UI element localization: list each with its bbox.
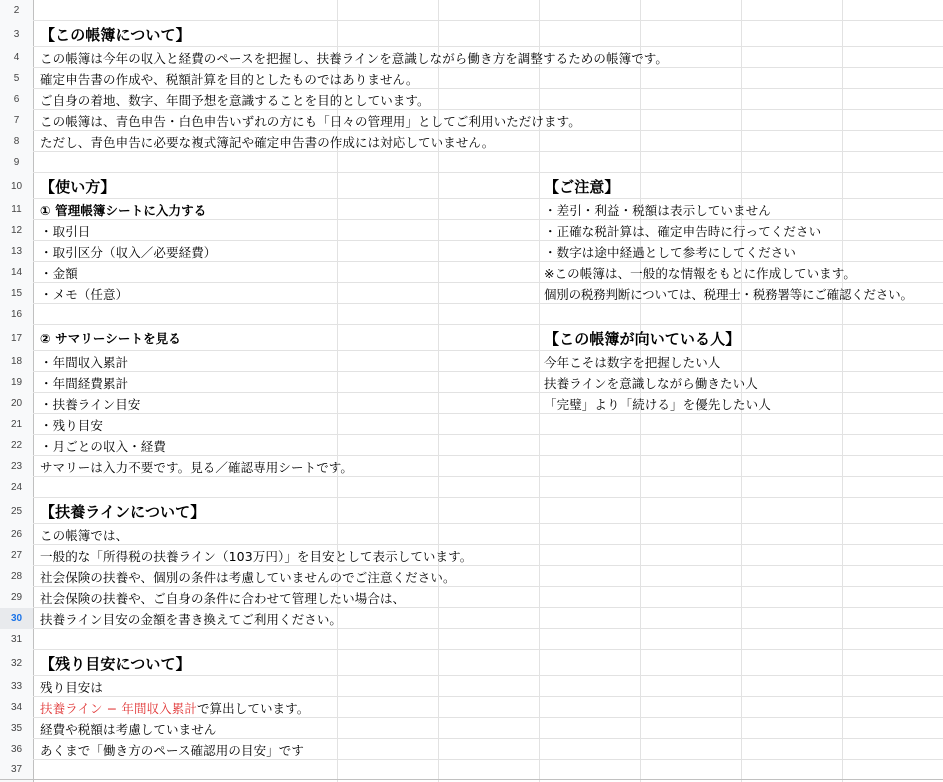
cell-text[interactable]: 社会保険の扶養や、ご自身の条件に合わせて管理したい場合は、 (40, 590, 406, 606)
row-number[interactable]: 37 (10, 764, 23, 775)
sheet-row[interactable] (0, 477, 943, 498)
cell-text[interactable]: 「完璧」より「続ける」を優先したい人 (544, 396, 771, 412)
cell-text[interactable]: ・メモ（任意） (40, 286, 129, 302)
cell-text[interactable]: 今年こそは数字を把握したい人 (544, 354, 721, 370)
step-heading[interactable]: ① 管理帳簿シートに入力する (40, 202, 207, 218)
sheet-row[interactable] (0, 718, 943, 739)
row-number[interactable]: 19 (10, 377, 23, 388)
sheet-row[interactable] (0, 0, 943, 21)
sheet-row[interactable] (0, 304, 943, 325)
sheet-row[interactable] (0, 676, 943, 697)
cell-text[interactable]: 扶養ラインを意識しながら働きたい人 (544, 375, 758, 391)
sheet-row[interactable] (0, 241, 943, 262)
cell-text[interactable]: 残り目安は (40, 679, 104, 695)
sheet-row[interactable] (0, 650, 943, 676)
sheet-row[interactable] (0, 283, 943, 304)
row-number[interactable]: 9 (13, 157, 20, 168)
sheet-row[interactable] (0, 21, 943, 47)
cell-text[interactable]: 扶養ライン目安の金額を書き換えてご利用ください。 (40, 611, 343, 627)
cell-text[interactable]: ・金額 (40, 265, 78, 281)
cell-text[interactable]: 確定申告書の作成や、税額計算を目的としたものではありません。 (40, 71, 419, 87)
row-number[interactable]: 36 (10, 744, 23, 755)
cell-text[interactable]: 経費や税額は考慮していません (40, 721, 217, 737)
cell-text[interactable]: ・取引区分（収入／必要経費） (40, 244, 217, 260)
sheet-row[interactable] (0, 372, 943, 393)
sheet-row[interactable] (0, 89, 943, 110)
step-heading[interactable]: ② サマリーシートを見る (40, 331, 181, 346)
sheet-row[interactable] (0, 456, 943, 477)
cell-text[interactable]: サマリーは入力不要です。見る／確認専用シートです。 (40, 459, 354, 475)
sheet-row[interactable] (0, 110, 943, 131)
cell-text[interactable]: ・年間収入累計 (40, 354, 129, 370)
row-number[interactable]: 18 (10, 356, 23, 367)
section-title-caution[interactable]: 【ご注意】 (544, 177, 620, 196)
row-number[interactable]: 23 (10, 461, 23, 472)
row-number[interactable]: 25 (10, 505, 23, 517)
sheet-row[interactable] (0, 131, 943, 152)
formula-highlight: 扶養ライン − 年間収入累計 (40, 700, 197, 716)
sheet-row[interactable] (0, 47, 943, 68)
sheet-row[interactable] (0, 629, 943, 650)
cell-text[interactable]: ・取引日 (40, 223, 91, 239)
row-number[interactable]: 21 (10, 419, 23, 430)
sheet-row[interactable] (0, 325, 943, 351)
cell-text[interactable]: ただし、青色申告に必要な複式簿記や確定申告書の作成には対応していません。 (40, 134, 495, 150)
sheet-row[interactable] (0, 435, 943, 456)
sheet-row[interactable] (0, 498, 943, 524)
row-number[interactable]: 31 (10, 634, 23, 645)
sheet-row[interactable] (0, 262, 943, 283)
cell-text[interactable]: ・差引・利益・税額は表示していません (544, 202, 771, 218)
cell-text[interactable]: ・年間経費累計 (40, 375, 129, 391)
formula-suffix: で算出しています。 (196, 700, 310, 716)
cell-text[interactable]: 個別の税務判断については、税理士・税務署等にご確認ください。 (544, 286, 913, 302)
row-number[interactable]: 4 (13, 52, 20, 63)
sheet-bottom-border (0, 779, 943, 780)
row-number[interactable]: 7 (13, 115, 20, 126)
row-number[interactable]: 16 (10, 309, 23, 320)
row-number[interactable]: 17 (10, 332, 23, 344)
sheet-row[interactable] (0, 739, 943, 760)
row-number[interactable]: 6 (13, 94, 20, 105)
cell-text[interactable]: ※この帳簿は、一般的な情報をもとに作成しています。 (544, 265, 856, 281)
cell-text[interactable]: この帳簿は今年の収入と経費のペースを把握し、扶養ラインを意識しながら働き方を調整するための帳簿です。 (40, 50, 669, 66)
sheet-row-active[interactable] (0, 608, 943, 629)
section-title-suited[interactable]: 【この帳簿が向いている人】 (544, 329, 741, 348)
row-number[interactable]: 32 (10, 657, 23, 669)
sheet-row[interactable] (0, 760, 943, 779)
cell-text[interactable]: この帳簿は、青色申告・白色申告いずれの方にも「日々の管理用」としてご利用いただけます。 (40, 113, 581, 129)
sheet-row[interactable] (0, 220, 943, 241)
formula-cell[interactable] (40, 697, 309, 718)
sheet-row[interactable] (0, 587, 943, 608)
cell-text[interactable]: ご自身の着地、数字、年間予想を意識することを目的としています。 (40, 92, 430, 108)
row-number[interactable]: 8 (13, 136, 20, 147)
row-number[interactable]: 14 (10, 267, 23, 278)
sheet-row[interactable] (0, 524, 943, 545)
row-number[interactable]: 11 (11, 204, 22, 215)
sheet-row[interactable] (0, 199, 943, 220)
sheet-row[interactable] (0, 351, 943, 372)
sheet-row[interactable] (0, 68, 943, 89)
row-number[interactable]: 10 (10, 180, 23, 192)
section-title-about[interactable]: 【この帳簿について】 (40, 25, 191, 44)
row-number-active[interactable]: 30 (0, 608, 33, 629)
cell-text[interactable]: 社会保険の扶養や、個別の条件は考慮していませんのでご注意ください。 (40, 569, 456, 585)
row-number[interactable]: 3 (13, 28, 20, 40)
cell-text[interactable]: ・扶養ライン目安 (40, 396, 141, 412)
sheet-row[interactable] (0, 566, 943, 587)
section-title-fuyou[interactable]: 【扶養ラインについて】 (40, 502, 206, 521)
row-number[interactable]: 5 (13, 73, 20, 84)
sheet-row[interactable] (0, 173, 943, 199)
section-title-remain[interactable]: 【残り目安について】 (40, 654, 191, 673)
row-number[interactable]: 28 (10, 571, 23, 582)
row-number[interactable]: 22 (10, 440, 23, 451)
row-number[interactable]: 24 (10, 482, 23, 493)
row-number[interactable]: 2 (13, 5, 20, 16)
cell-text[interactable]: あくまで「働き方のペース確認用の目安」です (40, 742, 304, 758)
cell-text[interactable]: ・正確な税計算は、確定申告時に行ってください (544, 223, 822, 239)
sheet-row[interactable] (0, 414, 943, 435)
cell-text[interactable]: この帳簿では、 (40, 527, 129, 543)
sheet-row[interactable] (0, 697, 943, 718)
sheet-row[interactable] (0, 152, 943, 173)
row-number[interactable]: 15 (10, 288, 23, 299)
row-number[interactable]: 35 (10, 723, 23, 734)
row-number[interactable]: 12 (10, 225, 23, 236)
row-number[interactable]: 13 (10, 246, 23, 257)
sheet-row[interactable] (0, 545, 943, 566)
section-title-usage[interactable]: 【使い方】 (40, 177, 116, 196)
cell-text[interactable]: ・数字は途中経過として参考にしてください (544, 244, 797, 260)
row-number[interactable]: 26 (10, 529, 23, 540)
row-number[interactable]: 20 (10, 398, 23, 409)
cell-text[interactable]: ・月ごとの収入・経費 (40, 438, 167, 454)
cell-text[interactable]: ・残り目安 (40, 417, 104, 433)
row-number[interactable]: 34 (10, 702, 23, 713)
row-number[interactable]: 29 (10, 592, 23, 603)
sheet-row[interactable] (0, 393, 943, 414)
row-number[interactable]: 27 (10, 550, 23, 561)
row-number[interactable]: 33 (10, 681, 23, 692)
cell-text[interactable]: 一般的な「所得税の扶養ライン（103万円）」を目安として表示しています。 (40, 548, 473, 564)
